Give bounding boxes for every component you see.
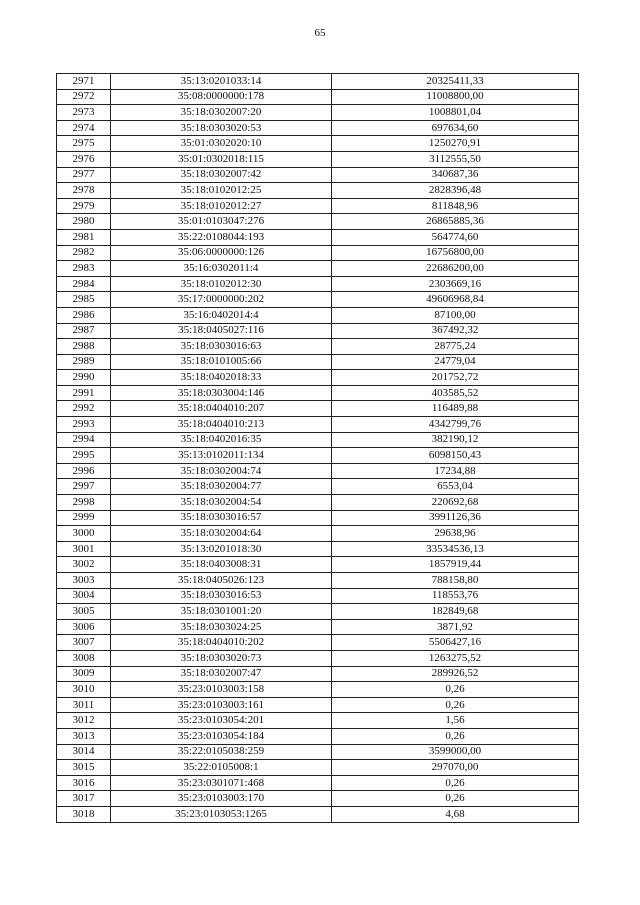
cadastral-value-cell: 382190,12 <box>332 432 579 448</box>
table-row <box>57 479 579 495</box>
table-row <box>57 74 579 90</box>
page-number: 65 <box>314 27 326 39</box>
cadastral-number-cell: 35:18:0402018:33 <box>111 370 332 386</box>
table-row <box>57 666 579 682</box>
cadastral-number-cell: 35:23:0103054:184 <box>111 728 332 744</box>
row-number-cell: 3013 <box>57 728 111 744</box>
cadastral-value-cell: 11008800,00 <box>332 89 579 105</box>
table-row <box>57 791 579 807</box>
row-number-cell: 2992 <box>57 401 111 417</box>
table-row <box>57 120 579 136</box>
table-row <box>57 463 579 479</box>
table-row <box>57 307 579 323</box>
row-number-cell: 3002 <box>57 557 111 573</box>
cadastral-value-cell: 33534536,13 <box>332 541 579 557</box>
row-number-cell: 3017 <box>57 791 111 807</box>
row-number-cell: 3011 <box>57 697 111 713</box>
cadastral-value-cell: 1,56 <box>332 713 579 729</box>
table-row <box>57 697 579 713</box>
cadastral-value-cell: 3599000,00 <box>332 744 579 760</box>
cadastral-value-cell: 0,26 <box>332 697 579 713</box>
cadastral-number-cell: 35:18:0403008:31 <box>111 557 332 573</box>
table-row <box>57 744 579 760</box>
cadastral-number-cell: 35:18:0101005:66 <box>111 354 332 370</box>
cadastral-value-cell: 220692,68 <box>332 495 579 511</box>
row-number-cell: 2983 <box>57 261 111 277</box>
cadastral-number-cell: 35:22:0105038:259 <box>111 744 332 760</box>
table-row <box>57 775 579 791</box>
row-number-cell: 3000 <box>57 526 111 542</box>
table-row <box>57 214 579 230</box>
row-number-cell: 2971 <box>57 74 111 90</box>
row-number-cell: 3004 <box>57 588 111 604</box>
cadastral-number-cell: 35:18:0102012:27 <box>111 198 332 214</box>
table-row <box>57 573 579 589</box>
cadastral-number-cell: 35:18:0302007:20 <box>111 105 332 121</box>
row-number-cell: 2978 <box>57 183 111 199</box>
row-number-cell: 3001 <box>57 541 111 557</box>
cadastral-value-cell: 367492,32 <box>332 323 579 339</box>
table-row <box>57 417 579 433</box>
cadastral-number-cell: 35:18:0302007:47 <box>111 666 332 682</box>
cadastral-number-cell: 35:18:0404010:213 <box>111 417 332 433</box>
row-number-cell: 2997 <box>57 479 111 495</box>
cadastral-number-cell: 35:23:0103053:1265 <box>111 806 332 822</box>
cadastral-number-cell: 35:18:0302004:64 <box>111 526 332 542</box>
cadastral-number-cell: 35:18:0405026:123 <box>111 573 332 589</box>
cadastral-number-cell: 35:13:0201033:14 <box>111 74 332 90</box>
cadastral-number-cell: 35:16:0402014:4 <box>111 307 332 323</box>
cadastral-value-cell: 4342799,76 <box>332 417 579 433</box>
row-number-cell: 2996 <box>57 463 111 479</box>
cadastral-number-cell: 35:01:0302018:115 <box>111 151 332 167</box>
table-row <box>57 151 579 167</box>
cadastral-value-cell: 87100,00 <box>332 307 579 323</box>
cadastral-number-cell: 35:23:0103003:158 <box>111 682 332 698</box>
row-number-cell: 2987 <box>57 323 111 339</box>
table-row <box>57 292 579 308</box>
table-row <box>57 604 579 620</box>
cadastral-value-cell: 340687,36 <box>332 167 579 183</box>
cadastral-value-cell: 6098150,43 <box>332 448 579 464</box>
cadastral-value-cell: 3112555,50 <box>332 151 579 167</box>
cadastral-value-cell: 1857919,44 <box>332 557 579 573</box>
cadastral-value-cell: 2828396,48 <box>332 183 579 199</box>
table-row <box>57 728 579 744</box>
table-row <box>57 526 579 542</box>
table-row <box>57 541 579 557</box>
cadastral-number-cell: 35:18:0302004:77 <box>111 479 332 495</box>
cadastral-value-cell: 403585,52 <box>332 385 579 401</box>
cadastral-value-cell: 24779,04 <box>332 354 579 370</box>
row-number-cell: 2999 <box>57 510 111 526</box>
cadastral-number-cell: 35:13:0102011:134 <box>111 448 332 464</box>
cadastral-number-cell: 35:18:0303016:57 <box>111 510 332 526</box>
cadastral-value-cell: 16756800,00 <box>332 245 579 261</box>
table-row <box>57 650 579 666</box>
row-number-cell: 2986 <box>57 307 111 323</box>
cadastral-number-cell: 35:13:0201018:30 <box>111 541 332 557</box>
table-row <box>57 183 579 199</box>
cadastral-number-cell: 35:18:0102012:30 <box>111 276 332 292</box>
row-number-cell: 3012 <box>57 713 111 729</box>
table-row <box>57 89 579 105</box>
row-number-cell: 3015 <box>57 760 111 776</box>
table-row <box>57 495 579 511</box>
row-number-cell: 3010 <box>57 682 111 698</box>
row-number-cell: 3008 <box>57 650 111 666</box>
row-number-cell: 2990 <box>57 370 111 386</box>
cadastral-number-cell: 35:18:0404010:202 <box>111 635 332 651</box>
row-number-cell: 2975 <box>57 136 111 152</box>
cadastral-value-cell: 29638,96 <box>332 526 579 542</box>
cadastral-value-cell: 0,26 <box>332 791 579 807</box>
table-row <box>57 198 579 214</box>
cadastral-number-cell: 35:18:0102012:25 <box>111 183 332 199</box>
table-row <box>57 354 579 370</box>
cadastral-value-cell: 289926,52 <box>332 666 579 682</box>
cadastral-number-cell: 35:16:0302011:4 <box>111 261 332 277</box>
row-number-cell: 3014 <box>57 744 111 760</box>
table-row <box>57 167 579 183</box>
row-number-cell: 3016 <box>57 775 111 791</box>
cadastral-number-cell: 35:17:0000000:202 <box>111 292 332 308</box>
cadastral-number-cell: 35:22:0108044:193 <box>111 229 332 245</box>
cadastral-value-cell: 1250270,91 <box>332 136 579 152</box>
cadastral-number-cell: 35:18:0302004:74 <box>111 463 332 479</box>
cadastral-value-cell: 564774,60 <box>332 229 579 245</box>
table-body <box>57 74 579 823</box>
table-row <box>57 245 579 261</box>
row-number-cell: 3009 <box>57 666 111 682</box>
cadastral-value-cell: 17234,88 <box>332 463 579 479</box>
table-row <box>57 619 579 635</box>
table-row <box>57 432 579 448</box>
cadastral-number-cell: 35:18:0303004:146 <box>111 385 332 401</box>
table-row <box>57 635 579 651</box>
cadastral-number-cell: 35:18:0303024:25 <box>111 619 332 635</box>
table-row <box>57 806 579 822</box>
table-row <box>57 276 579 292</box>
table-row <box>57 229 579 245</box>
row-number-cell: 2984 <box>57 276 111 292</box>
row-number-cell: 3003 <box>57 573 111 589</box>
table-row <box>57 510 579 526</box>
table-row <box>57 401 579 417</box>
cadastral-value-cell: 20325411,33 <box>332 74 579 90</box>
table-row <box>57 588 579 604</box>
cadastral-value-cell: 118553,76 <box>332 588 579 604</box>
cadastral-number-cell: 35:23:0103054:201 <box>111 713 332 729</box>
cadastral-value-cell: 182849,68 <box>332 604 579 620</box>
cadastral-number-cell: 35:06:0000000:126 <box>111 245 332 261</box>
table-row <box>57 713 579 729</box>
row-number-cell: 2988 <box>57 339 111 355</box>
cadastral-number-cell: 35:18:0405027:116 <box>111 323 332 339</box>
row-number-cell: 2989 <box>57 354 111 370</box>
cadastral-value-table <box>56 73 579 823</box>
row-number-cell: 3006 <box>57 619 111 635</box>
cadastral-value-cell: 3871,92 <box>332 619 579 635</box>
cadastral-value-cell: 1008801,04 <box>332 105 579 121</box>
row-number-cell: 2985 <box>57 292 111 308</box>
row-number-cell: 2976 <box>57 151 111 167</box>
cadastral-number-cell: 35:18:0404010:207 <box>111 401 332 417</box>
row-number-cell: 2995 <box>57 448 111 464</box>
table-row <box>57 105 579 121</box>
cadastral-number-cell: 35:23:0103003:170 <box>111 791 332 807</box>
cadastral-number-cell: 35:18:0301001:20 <box>111 604 332 620</box>
cadastral-value-cell: 49606968,84 <box>332 292 579 308</box>
cadastral-number-cell: 35:18:0303020:73 <box>111 650 332 666</box>
table-row <box>57 370 579 386</box>
cadastral-value-cell: 297070,00 <box>332 760 579 776</box>
row-number-cell: 2994 <box>57 432 111 448</box>
cadastral-number-cell: 35:18:0303016:53 <box>111 588 332 604</box>
cadastral-value-cell: 788158,80 <box>332 573 579 589</box>
row-number-cell: 3018 <box>57 806 111 822</box>
cadastral-number-cell: 35:22:0105008:1 <box>111 760 332 776</box>
cadastral-value-cell: 0,26 <box>332 728 579 744</box>
table-row <box>57 136 579 152</box>
cadastral-value-cell: 0,26 <box>332 775 579 791</box>
cadastral-value-cell: 1263275,52 <box>332 650 579 666</box>
cadastral-number-cell: 35:23:0301071:468 <box>111 775 332 791</box>
row-number-cell: 2980 <box>57 214 111 230</box>
cadastral-number-cell: 35:08:0000000:178 <box>111 89 332 105</box>
cadastral-value-cell: 0,26 <box>332 682 579 698</box>
row-number-cell: 2973 <box>57 105 111 121</box>
cadastral-value-cell: 116489,88 <box>332 401 579 417</box>
row-number-cell: 3007 <box>57 635 111 651</box>
row-number-cell: 2998 <box>57 495 111 511</box>
table-row <box>57 339 579 355</box>
cadastral-value-cell: 22686200,00 <box>332 261 579 277</box>
row-number-cell: 2981 <box>57 229 111 245</box>
cadastral-value-cell: 811848,96 <box>332 198 579 214</box>
cadastral-number-cell: 35:18:0302007:42 <box>111 167 332 183</box>
cadastral-number-cell: 35:23:0103003:161 <box>111 697 332 713</box>
cadastral-value-cell: 26865885,36 <box>332 214 579 230</box>
table-row <box>57 261 579 277</box>
row-number-cell: 2974 <box>57 120 111 136</box>
cadastral-value-cell: 28775,24 <box>332 339 579 355</box>
row-number-cell: 2979 <box>57 198 111 214</box>
table-row <box>57 760 579 776</box>
cadastral-number-cell: 35:01:0302020:10 <box>111 136 332 152</box>
cadastral-number-cell: 35:18:0303016:63 <box>111 339 332 355</box>
cadastral-value-cell: 4,68 <box>332 806 579 822</box>
table-row <box>57 557 579 573</box>
cadastral-number-cell: 35:01:0103047:276 <box>111 214 332 230</box>
row-number-cell: 2972 <box>57 89 111 105</box>
cadastral-value-cell: 6553,04 <box>332 479 579 495</box>
cadastral-number-cell: 35:18:0402016:35 <box>111 432 332 448</box>
table-row <box>57 323 579 339</box>
table-row <box>57 385 579 401</box>
row-number-cell: 2982 <box>57 245 111 261</box>
row-number-cell: 2977 <box>57 167 111 183</box>
table-row <box>57 448 579 464</box>
row-number-cell: 2993 <box>57 417 111 433</box>
cadastral-value-cell: 2303669,16 <box>332 276 579 292</box>
cadastral-value-cell: 3991126,36 <box>332 510 579 526</box>
row-number-cell: 3005 <box>57 604 111 620</box>
cadastral-value-cell: 201752,72 <box>332 370 579 386</box>
cadastral-number-cell: 35:18:0303020:53 <box>111 120 332 136</box>
cadastral-value-cell: 5506427,16 <box>332 635 579 651</box>
row-number-cell: 2991 <box>57 385 111 401</box>
cadastral-value-cell: 697634,60 <box>332 120 579 136</box>
table-row <box>57 682 579 698</box>
cadastral-number-cell: 35:18:0302004:54 <box>111 495 332 511</box>
